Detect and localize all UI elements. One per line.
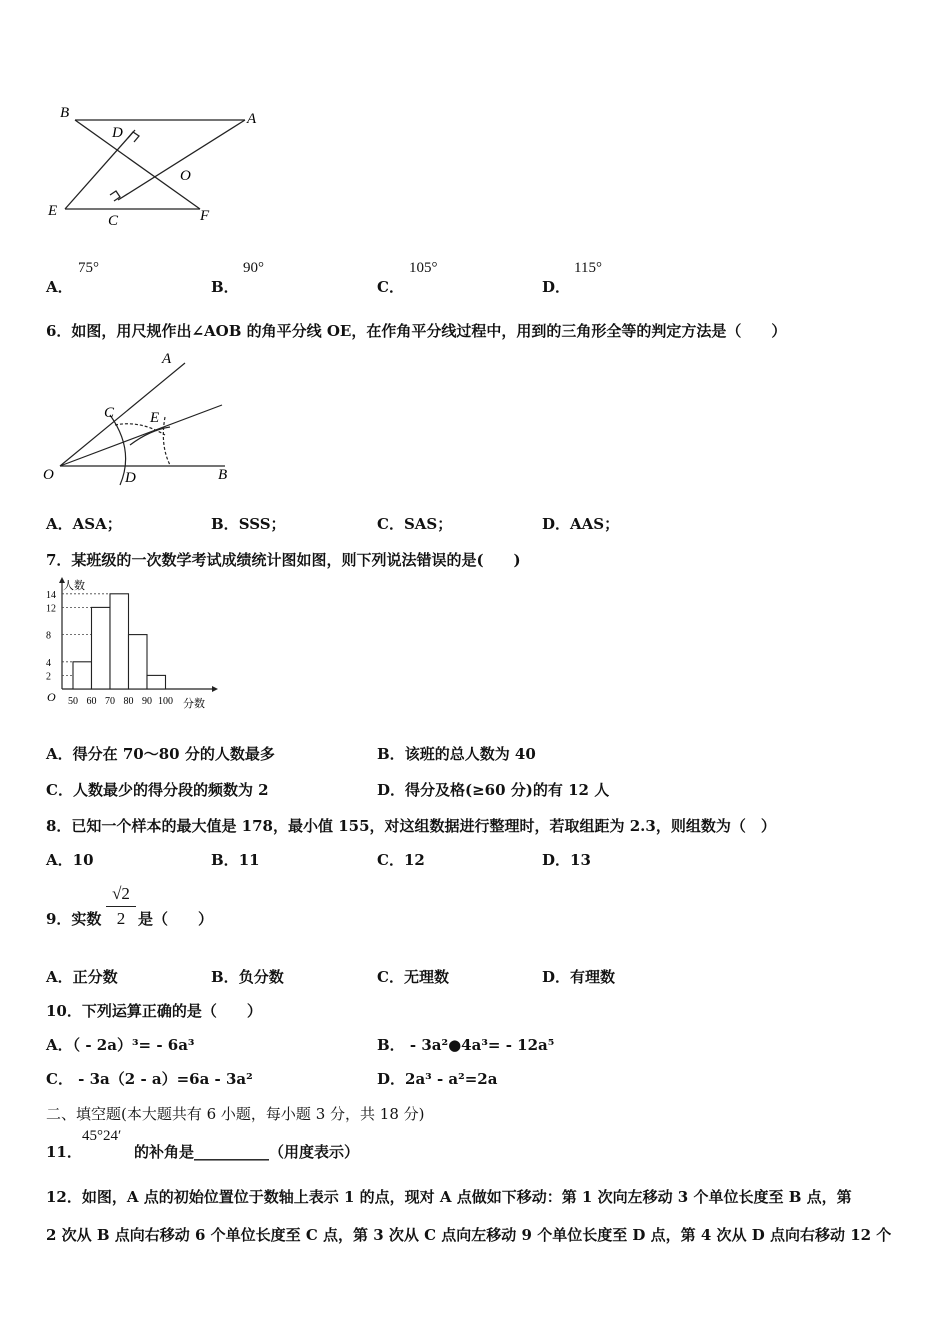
- q5-option-c[interactable]: [377, 260, 438, 297]
- q6-option-d-value: AAS；: [570, 515, 620, 533]
- q10-option-b[interactable]: [377, 1034, 554, 1055]
- q9-option-d-value: 有理数: [570, 968, 616, 986]
- q6-option-b-letter: B．: [211, 515, 239, 533]
- q10-option-b-letter: B．: [377, 1036, 405, 1054]
- q6-figure: [40, 345, 240, 495]
- q12-line-2: 2 次从 B 点向右移动 6 个单位长度至 C 点，第 3 次从 C 点向左移动 9 个单位长度至 D 点，第 4 次从 D 点向右移动 12 个: [46, 1226, 892, 1244]
- q9-fraction-denominator: 2: [116, 909, 126, 928]
- q6-option-c[interactable]: [377, 513, 452, 534]
- q8-option-b-value: 11: [238, 851, 260, 869]
- q7-option-b-letter: B．: [377, 745, 405, 763]
- q5-option-d[interactable]: [542, 260, 602, 297]
- q10-option-c-value: - 3a（2 - a）=6a - 3a²: [72, 1070, 253, 1088]
- q7-stem: 7．某班级的一次数学考试成绩统计图如图，则下列说法错误的是( ): [46, 551, 521, 569]
- q11-angle: 45°24′: [82, 1128, 122, 1144]
- q9-option-a[interactable]: [46, 966, 118, 987]
- q6-option-b-value: SSS；: [238, 515, 286, 533]
- q5-option-b-letter: B．: [211, 278, 239, 296]
- q6-option-c-letter: C．: [377, 515, 404, 533]
- q7-option-b[interactable]: [377, 743, 536, 764]
- q5-label-O: O: [180, 168, 191, 184]
- q7-option-a[interactable]: [46, 743, 275, 764]
- q5-label-A: A: [247, 111, 257, 127]
- x-axis-arrow: [212, 686, 218, 692]
- q8-option-c[interactable]: [377, 849, 425, 870]
- q10-option-a-value: （ - 2a）³= - 6a³: [72, 1036, 195, 1054]
- histogram-bar-50-60: [73, 662, 92, 689]
- q9-option-c[interactable]: [377, 966, 449, 987]
- q6-label-B: B: [218, 467, 228, 483]
- q5-figure: [40, 95, 280, 235]
- y-tick-label: 12: [46, 603, 56, 615]
- histogram-bar-90-100: [147, 675, 166, 689]
- q6-option-a-letter: A．: [46, 515, 73, 533]
- q9-prefix: 9．实数: [46, 910, 102, 928]
- q9-fraction: [104, 883, 138, 930]
- section-2-title: 二、填空题(本大题共有 6 小题，每小题 3 分，共 18 分): [46, 1105, 425, 1123]
- q5-option-a-value: 75°: [78, 260, 99, 276]
- q6-stem: 6．如图，用尺规作出∠AOB 的角平分线 OE，在作角平分线过程中，用到的三角形全等的判定方法是（ ）: [46, 322, 787, 340]
- q9-option-b[interactable]: [211, 966, 284, 987]
- q10-option-d-value: 2a³ - a²=2a: [405, 1070, 498, 1088]
- q5-option-c-value: 105°: [409, 260, 438, 276]
- q10-option-d-letter: D．: [377, 1070, 406, 1088]
- q6-label-C: C: [104, 405, 115, 421]
- q10-option-c[interactable]: [46, 1068, 253, 1089]
- q10-option-c-letter: C．: [46, 1070, 73, 1088]
- y-tick-label: 8: [46, 630, 51, 642]
- q9-suffix: 是（ ）: [138, 910, 214, 928]
- q5-label-D: D: [112, 125, 123, 141]
- q8-option-a-value: 10: [72, 851, 94, 869]
- q7-option-c-value: 人数最少的得分段的频数为 2: [72, 781, 269, 799]
- q9-option-d[interactable]: [542, 966, 615, 987]
- histogram-bar-70-80: [110, 594, 129, 689]
- x-axis-label: 分数: [183, 698, 205, 710]
- x-tick-label: 60: [86, 696, 97, 707]
- q6-option-c-value: SAS；: [403, 515, 453, 533]
- q5-option-d-letter: D．: [542, 278, 571, 296]
- q9-fraction-numerator: √2: [112, 884, 130, 903]
- y-axis-label: 人数: [63, 580, 85, 592]
- q8-option-b[interactable]: [211, 849, 260, 870]
- q7-option-c-letter: C．: [46, 781, 73, 799]
- q6-option-b[interactable]: [211, 513, 286, 534]
- x-tick-label: 80: [123, 696, 134, 707]
- q9-option-a-value: 正分数: [72, 968, 118, 986]
- q6-label-A: A: [162, 351, 172, 367]
- q10-option-a-letter: A．: [46, 1036, 73, 1054]
- q8-option-c-value: 12: [403, 851, 425, 869]
- q6-option-d-letter: D．: [542, 515, 571, 533]
- y-tick-label: 14: [46, 589, 56, 601]
- q7-option-b-value: 该班的总人数为 40: [404, 745, 536, 763]
- q8-stem: 8．已知一个样本的最大值是 178，最小值 155，对这组数据进行整理时，若取组距为 2.3，则组数为（ ）: [46, 817, 776, 835]
- q7-option-a-value: 得分在 70～80 分的人数最多: [72, 745, 275, 763]
- q9-option-b-letter: B．: [211, 968, 239, 986]
- q7-option-a-letter: A．: [46, 745, 73, 763]
- q7-histogram: [40, 577, 220, 717]
- histogram-bar-60-70: [92, 607, 111, 689]
- origin-label: O: [47, 690, 56, 704]
- x-tick-label: 50: [68, 696, 78, 707]
- q8-option-c-letter: C．: [377, 851, 404, 869]
- q9-option-d-letter: D．: [542, 968, 571, 986]
- q10-option-b-value: - 3a²●4a³= - 12a⁵: [404, 1036, 555, 1054]
- q10-option-d[interactable]: [377, 1068, 497, 1089]
- q10-option-a[interactable]: [46, 1034, 195, 1055]
- q5-option-b-value: 90°: [243, 260, 264, 276]
- q7-option-d-value: 得分及格(≥60 分)的有 12 人: [405, 781, 610, 799]
- q5-label-C: C: [108, 213, 119, 229]
- q7-option-d-letter: D．: [377, 781, 406, 799]
- q5-option-d-value: 115°: [574, 260, 602, 276]
- q9-fraction-bar: [106, 906, 136, 907]
- q9-option-c-value: 无理数: [403, 968, 449, 986]
- q5-label-B: B: [60, 105, 70, 121]
- q10-stem: 10．下列运算正确的是（ ）: [46, 1002, 262, 1020]
- q8-option-d[interactable]: [542, 849, 591, 870]
- q8-option-d-letter: D．: [542, 851, 571, 869]
- q6-label-O: O: [43, 467, 54, 483]
- q11-prefix: 11．: [46, 1143, 82, 1161]
- q9-option-c-letter: C．: [377, 968, 404, 986]
- q5-label-F: F: [200, 208, 210, 224]
- q7-option-c[interactable]: [46, 779, 269, 800]
- q6-option-d[interactable]: [542, 513, 619, 534]
- q5-option-a-letter: A．: [46, 278, 73, 296]
- histogram-bar-80-90: [129, 635, 148, 689]
- q8-option-a-letter: A．: [46, 851, 73, 869]
- x-tick-label: 70: [105, 696, 115, 707]
- q5-option-a[interactable]: [46, 260, 99, 297]
- q9-option-b-value: 负分数: [238, 968, 284, 986]
- q9-option-a-letter: A．: [46, 968, 73, 986]
- y-tick-label: 2: [46, 671, 51, 683]
- q11-suffix: 的补角是__________（用度表示）: [134, 1143, 360, 1161]
- q6-option-a[interactable]: [46, 513, 122, 534]
- q12-line-1: 12．如图，A 点的初始位置位于数轴上表示 1 的点，现对 A 点做如下移动：第 1 次向左移动 3 个单位长度至 B 点，第: [46, 1188, 852, 1206]
- q6-label-D: D: [125, 470, 136, 486]
- q5-option-b[interactable]: [211, 260, 264, 297]
- q8-option-a[interactable]: [46, 849, 94, 870]
- x-tick-label: 100: [158, 696, 173, 707]
- q6-option-a-value: ASA；: [72, 515, 122, 533]
- q8-option-b-letter: B．: [211, 851, 239, 869]
- x-tick-label: 90: [142, 696, 152, 707]
- q7-option-d[interactable]: [377, 779, 609, 800]
- q5-label-E: E: [48, 203, 58, 219]
- y-tick-label: 4: [46, 657, 51, 669]
- q6-label-E: E: [150, 410, 160, 426]
- q8-option-d-value: 13: [570, 851, 591, 869]
- q5-option-c-letter: C．: [377, 278, 404, 296]
